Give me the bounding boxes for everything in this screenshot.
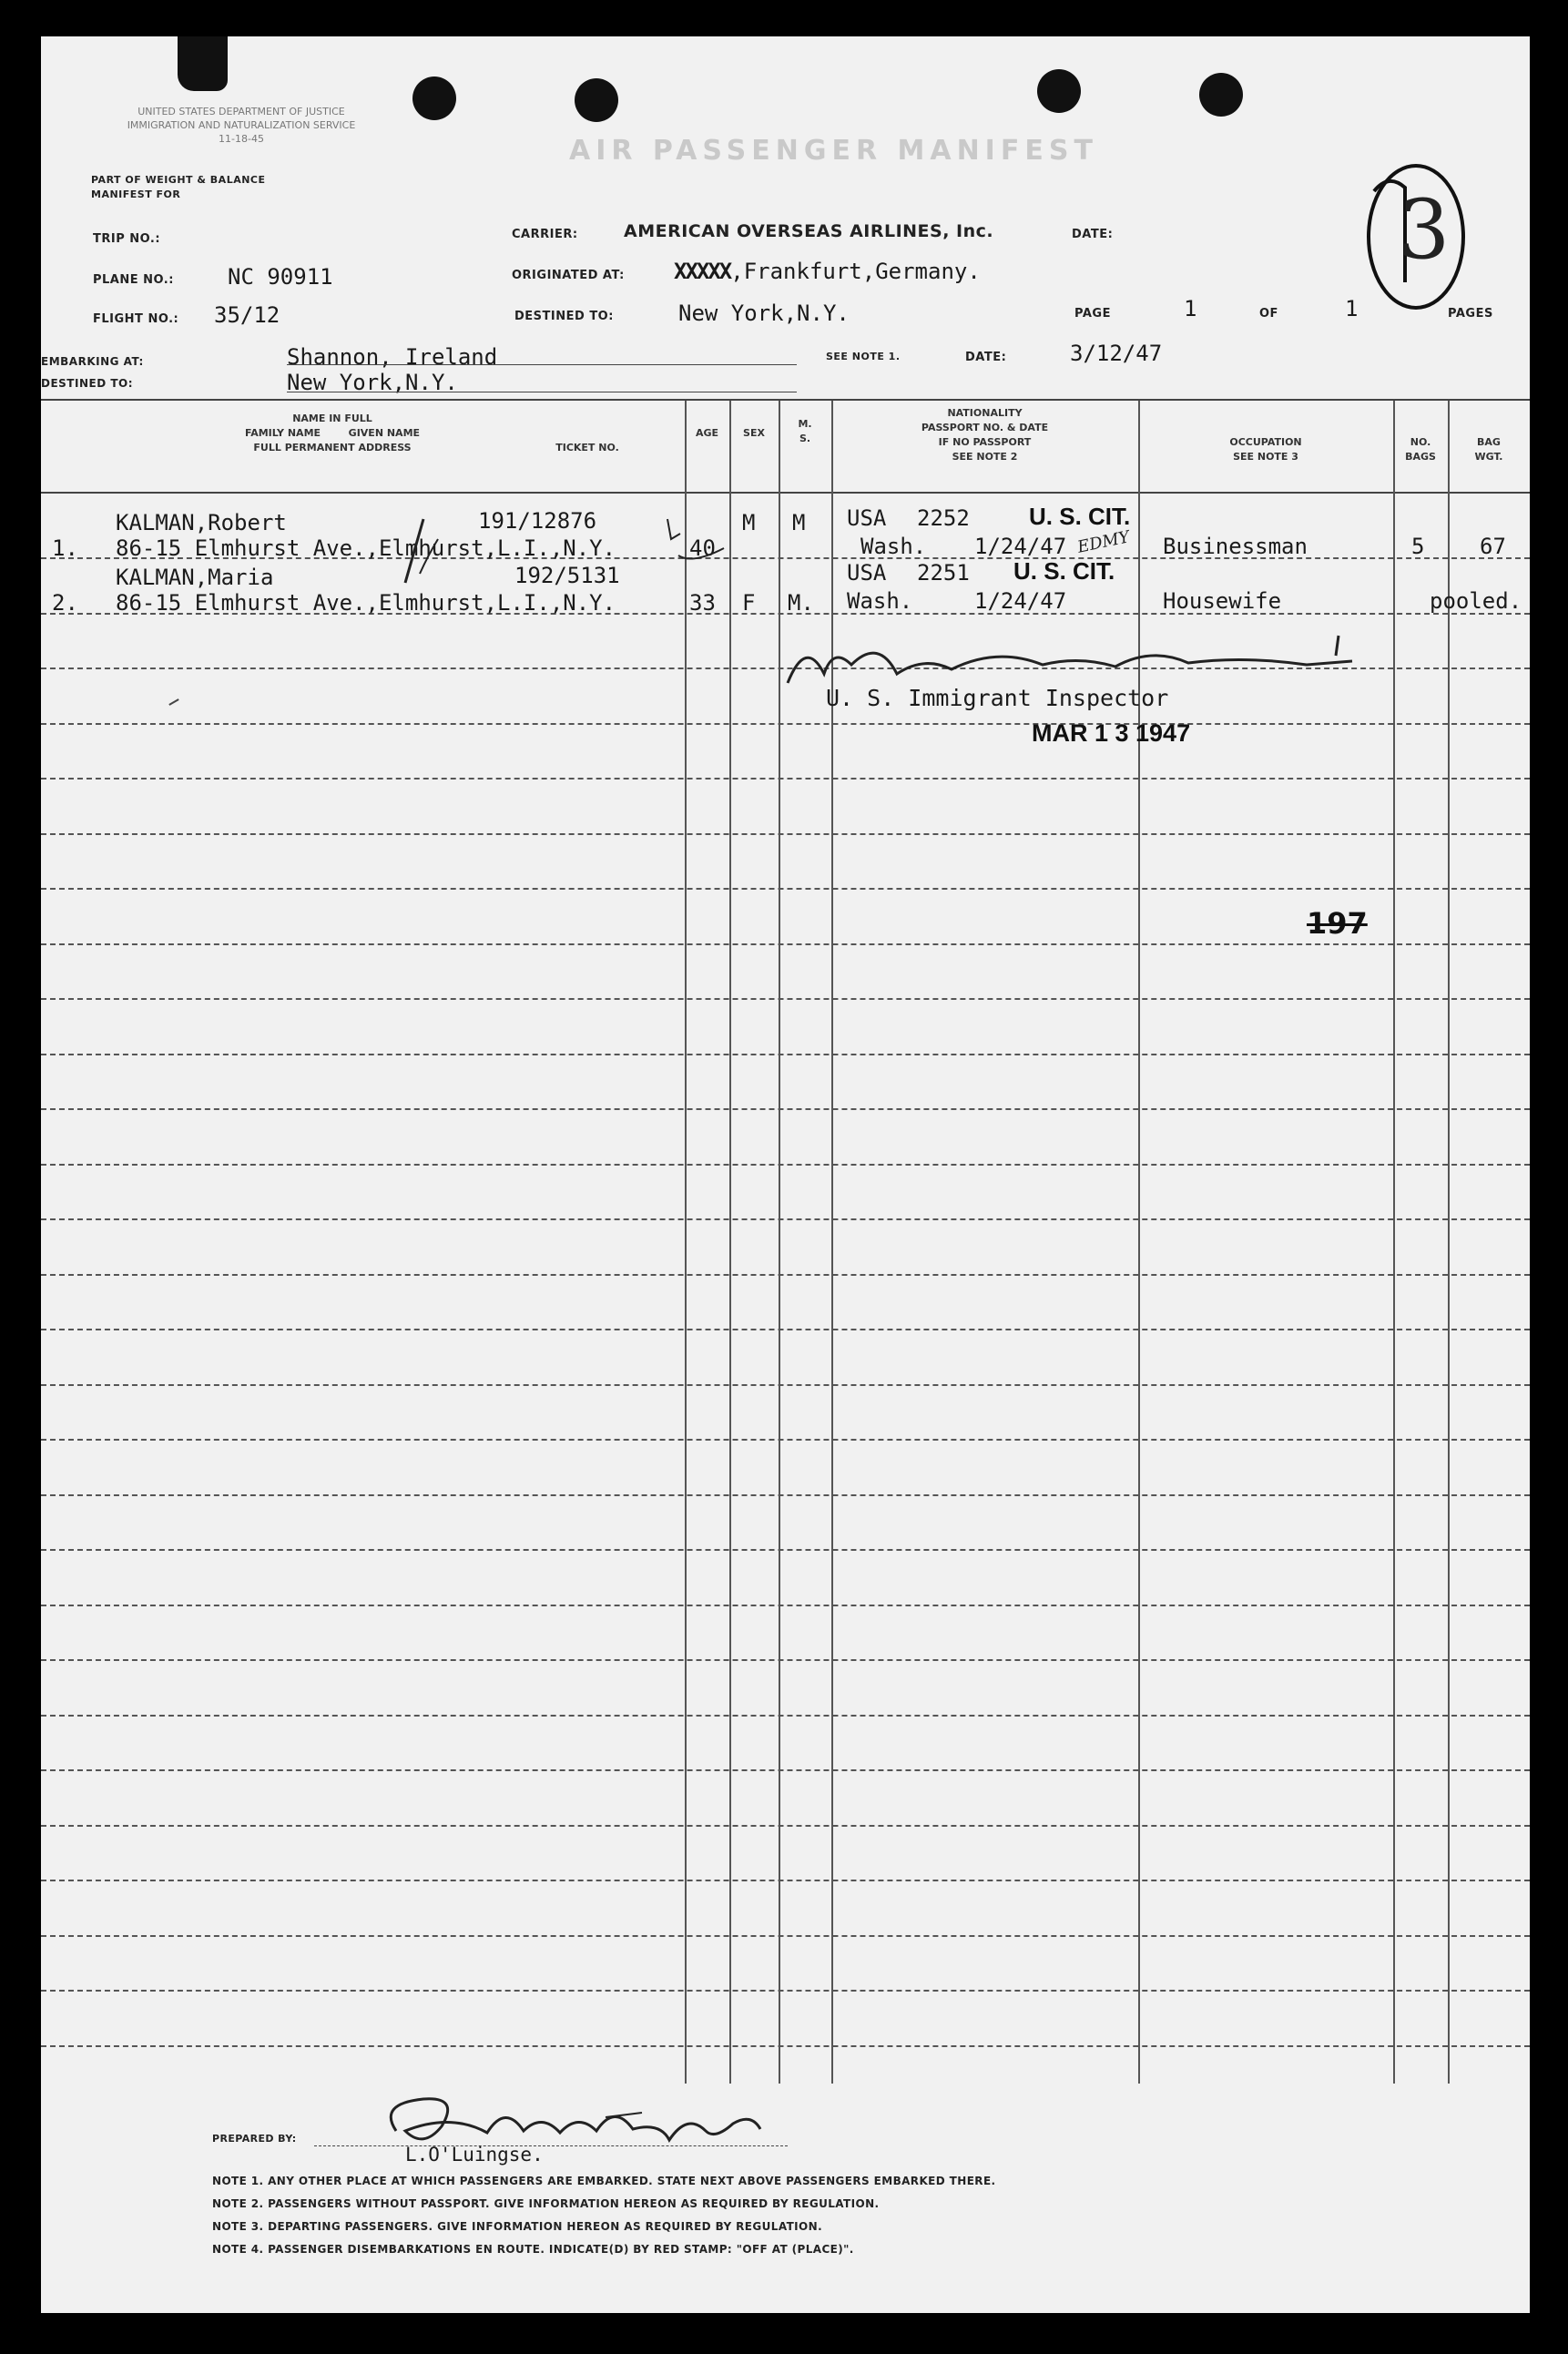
passenger-2-name: KALMAN,Maria: [116, 565, 274, 590]
footer-note-1: NOTE 1. ANY OTHER PLACE AT WHICH PASSENGERS ARE EMBARKED. STATE NEXT ABOVE PASSENGERS EMBARKED THERE.: [212, 2175, 996, 2187]
originated-value: ,Frankfurt,Germany.: [730, 259, 981, 284]
table-row-rule: [41, 1439, 1530, 1441]
embarking-value: Shannon, Ireland: [287, 344, 498, 370]
col-header-occupation: [1138, 435, 1393, 464]
table-row-rule: [41, 2045, 1530, 2047]
originated-field: [674, 259, 981, 284]
stray-mark: [168, 698, 178, 706]
table-row-rule: [41, 1274, 1530, 1276]
table-row-rule: [41, 1494, 1530, 1496]
col-header-nationality: [831, 406, 1138, 464]
plane-no-label: PLANE NO.:: [93, 273, 174, 287]
carrier-value: AMERICAN OVERSEAS AIRLINES, Inc.: [624, 221, 994, 241]
trip-no-label: TRIP NO.:: [93, 232, 161, 246]
punch-hole: [1199, 73, 1243, 117]
col-divider: [1393, 401, 1395, 2084]
agency-line-3: 11-18-45: [219, 133, 264, 145]
embarking-label: EMBARKING AT:: [41, 355, 144, 368]
passenger-2-citizen-stamp: U. S. CIT.: [1013, 557, 1115, 585]
footer-note-3: NOTE 3. DEPARTING PASSENGERS. GIVE INFORMATION HEREON AS REQUIRED BY REGULATION.: [212, 2220, 823, 2233]
page-label: PAGE: [1074, 307, 1111, 321]
embark-date-value: 3/12/47: [1070, 341, 1163, 366]
table-row-rule: [41, 1659, 1530, 1661]
embark-destined-label: DESTINED TO:: [41, 377, 134, 390]
inspector-date-stamp: MAR 1 3 1947: [1032, 719, 1191, 747]
passenger-2-bag-wgt: pooled.: [1430, 588, 1522, 614]
col-nat-line-2: PASSPORT NO. & DATE: [921, 422, 1049, 433]
passenger-2-ms: M.: [788, 590, 814, 616]
col-header-bag-wgt: [1448, 435, 1530, 464]
table-row-rule: [41, 888, 1530, 890]
of-label: OF: [1259, 307, 1278, 321]
header-date-label: DATE:: [1072, 228, 1114, 241]
pages-label: PAGES: [1448, 307, 1493, 321]
prepared-by-label: PREPARED BY:: [212, 2133, 297, 2145]
passenger-2-passport-place: Wash.: [847, 588, 913, 614]
passenger-1-name: KALMAN,Robert: [116, 510, 287, 535]
passenger-2-number: 2.: [52, 590, 78, 616]
passenger-1-nationality: USA: [847, 505, 887, 531]
col-header-name: [132, 412, 533, 455]
punch-hole: [575, 78, 618, 122]
embark-underline: [287, 364, 797, 365]
carrier-label: CARRIER:: [512, 228, 578, 241]
handwritten-tick-marks: [378, 501, 742, 601]
flight-no-value: 35/12: [214, 302, 280, 328]
passenger-1-initials: EDMY: [1075, 527, 1132, 557]
passenger-1-passport: 2252: [917, 505, 970, 531]
passenger-2-passport-date: 1/24/47: [974, 588, 1067, 614]
col-divider: [729, 401, 731, 2084]
agency-line-1: UNITED STATES DEPARTMENT OF JUSTICE: [137, 106, 345, 117]
passenger-2-passport: 2251: [917, 560, 970, 586]
passenger-2-address: 86-15 Elmhurst Ave.,Elmhurst,L.I.,N.Y.: [116, 590, 616, 616]
table-row-rule: [41, 1384, 1530, 1386]
table-row-rule: [41, 1218, 1530, 1220]
passenger-1-passport-date: 1/24/47: [974, 534, 1067, 559]
table-row-rule: [41, 943, 1530, 945]
col-bags-line-1: NO.: [1410, 436, 1431, 448]
passenger-1-sex: M: [742, 510, 756, 535]
passenger-2-sex: F: [742, 590, 756, 616]
table-row-rule: [41, 1605, 1530, 1606]
passenger-1-number: 1.: [52, 535, 78, 561]
col-bags-line-2: BAGS: [1405, 451, 1436, 463]
table-row-rule: [41, 1549, 1530, 1551]
col-header-bags: [1393, 435, 1448, 464]
see-note-1: SEE NOTE 1.: [826, 351, 901, 362]
circled-number-text: 3: [1398, 182, 1451, 278]
col-occ-line-1: OCCUPATION: [1229, 436, 1302, 448]
destined-value: New York,N.Y.: [678, 301, 850, 326]
punch-hole: [412, 76, 456, 120]
col-divider: [1448, 401, 1450, 2084]
manifest-page: [41, 36, 1530, 2313]
passenger-2-age: 33: [689, 590, 716, 616]
passenger-1-ms: M: [792, 510, 806, 535]
table-row-rule: [41, 1108, 1530, 1110]
table-top-rule: [41, 399, 1530, 401]
table-header-rule: [41, 492, 1530, 494]
table-row-rule: [41, 1935, 1530, 1937]
col-ms-line-1: M.: [798, 418, 812, 430]
agency-block: [96, 105, 387, 146]
table-row-rule: [41, 723, 1530, 725]
col-nat-line-1: NATIONALITY: [947, 407, 1023, 419]
torn-corner-mark: [178, 36, 228, 91]
table-row-rule: [41, 1990, 1530, 1992]
originated-struck-text: XXXXX: [674, 259, 731, 284]
plane-no-value: NC 90911: [228, 264, 333, 290]
table-row-rule: [41, 1825, 1530, 1827]
preparer-name: L.O'Luingse.: [405, 2144, 544, 2165]
part-of-line-2: MANIFEST FOR: [91, 189, 181, 200]
embark-destined-value: New York,N.Y.: [287, 370, 458, 395]
passenger-1-address: 86-15 Elmhurst Ave.,Elmhurst,L.I.,N.Y.: [116, 535, 616, 561]
passenger-1-bag-wgt: 67: [1480, 534, 1506, 559]
col-ms-line-2: S.: [799, 433, 811, 444]
col-header-age: AGE: [695, 427, 719, 439]
passenger-1-occupation: Businessman: [1163, 534, 1308, 559]
col-nat-line-3: IF NO PASSPORT: [938, 436, 1032, 448]
table-row-rule: [41, 1329, 1530, 1330]
col-occ-line-2: SEE NOTE 3: [1233, 451, 1298, 463]
passenger-1-ticket: 191/12876: [478, 508, 597, 534]
col-divider: [685, 401, 687, 2084]
table-row-rule: [41, 778, 1530, 780]
col-name-line-2: FAMILY NAME GIVEN NAME: [244, 427, 421, 439]
table-row-rule: [41, 833, 1530, 835]
table-row-rule: [41, 998, 1530, 1000]
of-value: 1: [1345, 296, 1359, 321]
table-row-rule: [41, 1054, 1530, 1055]
col-nat-line-4: SEE NOTE 2: [952, 451, 1018, 463]
col-name-line-1: NAME IN FULL: [292, 413, 372, 424]
agency-line-2: IMMIGRATION AND NATURALIZATION SERVICE: [127, 119, 356, 131]
destined-label: DESTINED TO:: [514, 310, 614, 323]
passenger-1-age: 40: [689, 535, 716, 561]
table-row-rule: [41, 1164, 1530, 1166]
passenger-2-occupation: Housewife: [1163, 588, 1282, 614]
passenger-2-ticket: 192/5131: [514, 563, 620, 588]
struck-number: 197: [1307, 906, 1368, 941]
originated-label: ORIGINATED AT:: [512, 269, 625, 282]
col-wgt-line-2: WGT.: [1474, 451, 1503, 463]
passenger-1-passport-place: Wash.: [860, 534, 927, 559]
col-wgt-line-1: BAG: [1477, 436, 1501, 448]
flight-no-label: FLIGHT NO.:: [93, 312, 179, 326]
form-title: AIR PASSENGER MANIFEST: [569, 135, 1098, 167]
passenger-2-nationality: USA: [847, 560, 887, 586]
table-row-rule: [41, 1880, 1530, 1881]
inspector-title: U. S. Immigrant Inspector: [826, 685, 1169, 711]
punch-hole: [1037, 69, 1081, 113]
col-name-line-3: FULL PERMANENT ADDRESS: [253, 442, 412, 453]
page-value: 1: [1184, 296, 1197, 321]
col-header-ms: [779, 417, 831, 446]
col-header-sex: SEX: [743, 427, 765, 439]
passenger-1-citizen-stamp: U. S. CIT.: [1029, 503, 1131, 530]
table-row-rule: [41, 1715, 1530, 1717]
footer-note-4: NOTE 4. PASSENGER DISEMBARKATIONS EN ROUTE. INDICATE(D) BY RED STAMP: "OFF AT (PLACE)".: [212, 2243, 854, 2256]
footer-note-2: NOTE 2. PASSENGERS WITHOUT PASSPORT. GIVE INFORMATION HEREON AS REQUIRED BY REGULATION.: [212, 2197, 880, 2210]
part-of-line-1: PART OF WEIGHT & BALANCE: [91, 174, 266, 186]
col-header-ticket: TICKET NO.: [555, 442, 619, 453]
table-row-rule: [41, 1769, 1530, 1771]
passenger-1-bags: 5: [1411, 534, 1425, 559]
embark-date-label: DATE:: [965, 351, 1007, 364]
